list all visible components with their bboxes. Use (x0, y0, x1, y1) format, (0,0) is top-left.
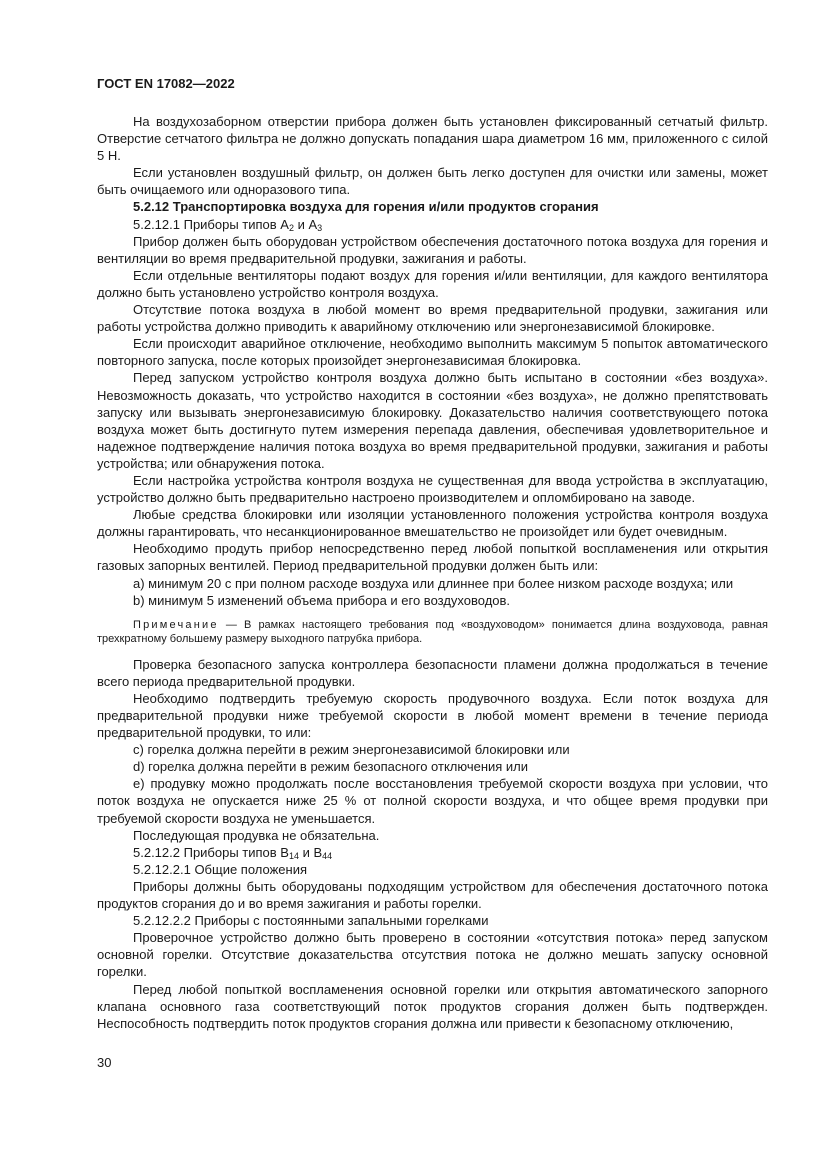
note (97, 618, 768, 647)
paragraph: Перед запуском устройство контроля воздуха должно быть испытано в состоянии «без воздуха». Невозможность доказать, что устройство находится в состоянии «без воздуха», не должно препятствовать запуску или вызывать энергонезависимую блокировку. Доказательство наличия соответствующего потока воздуха может быть достигнуто путем измерения перепада давления, обеспечивая удовлетворительное и надежное подтверждение наличия потока воздуха во время предварительной продувки, зажигания и работы устройства; или обнаружения потока. (97, 370, 768, 471)
section-heading-5-2-12: 5.2.12 Транспортировка воздуха для горения и/или продуктов сгорания (133, 199, 599, 215)
paragraph: На воздухозаборном отверстии прибора должен быть установлен фиксированный сетчатый фильтр. Отверстие сетчатого фильтра не должно допускать попадания шара диаметром 16 мм, приложенного с силой 5 Н. (97, 114, 768, 164)
paragraph: Прибор должен быть оборудован устройством обеспечения достаточного потока воздуха для горения и вентиляции во время предварительной продувки, зажигания и работы. (97, 233, 768, 266)
paragraph: Необходимо подтвердить требуемую скорость продувочного воздуха. Если поток воздуха для предварительной продувки ниже требуемой скорости в любой момент времени в течение периода предварительной продувки, то или: (97, 690, 768, 741)
paragraph: Если установлен воздушный фильтр, он должен быть легко доступен для очистки или замены, может быть очищаемого или одноразового типа. (97, 165, 768, 198)
paragraph: Необходимо продуть прибор непосредственно перед любой попыткой воспламенения или открытия газовых запорных вентилей. Период предварительной продувки должен быть или: (97, 541, 768, 574)
paragraph: Если отдельные вентиляторы подают воздух для горения и/или вентиляции, для каждого вентилятора должно быть установлено устройство контроля воздуха. (97, 267, 768, 300)
list-item-c: c) горелка должна перейти в режим энергонезависимой блокировки или (133, 742, 570, 758)
paragraph: Перед любой попыткой воспламенения основной горелки или открытия автоматического запорного клапана основного газа соответствующий поток продуктов сгорания должен быть подтвержден. Неспособность подтвердить поток продуктов сгорания должна или привести к безопасному отключению, (97, 981, 768, 1031)
list-item-a: a) минимум 20 с при полном расходе воздуха или длиннее при более низком расходе воздуха; или (133, 575, 734, 591)
subsection-5-2-12-2: 5.2.12.2 Приборы типов $B_{14}$ и $B_{44}$ (133, 844, 333, 861)
page-number: 30 (97, 1055, 112, 1070)
list-item-e: e) продувку можно продолжать после восстановления требуемой скорости воздуха при условии, что поток воздуха не опускается ниже 25 % от полной скорости воздуха, и что общее время продувки при требуемой скорости воздуха не уменьшается. (97, 776, 768, 826)
document-body (97, 113, 768, 1032)
list-item-d: d) горелка должна перейти в режим безопасного отключения или (133, 759, 529, 775)
paragraph: Последующая продувка не обязательна. (133, 827, 380, 843)
paragraph: Проверочное устройство должно быть проверено в состоянии «отсутствия потока» перед запуском основной горелки. Отсутствие доказательства отсутствия потока не должно мешать запуску основной горелки. (97, 930, 768, 980)
note-text: — В рамках настоящего требования под «воздуховодом» понимается длина воздуховода, равная трехкратному большему размеру выходного патрубка прибора. (97, 618, 768, 646)
paragraph: Если происходит аварийное отключение, необходимо выполнить максимум 5 попыток автоматического повторного запуска, после которых произойдет энергонезависимая блокировка. (97, 336, 768, 369)
subsection-5-2-12-1: 5.2.12.1 Приборы типов $A_2$ и $A_3$ (133, 216, 323, 233)
subsection-5-2-12-2-1: 5.2.12.2.1 Общие положения (133, 861, 308, 877)
subsection-5-2-12-2-2: 5.2.12.2.2 Приборы с постоянными запальными горелками (133, 913, 489, 929)
note-label: Примечание (133, 618, 219, 631)
standard-designation: ГОСТ EN 17082—2022 (97, 76, 235, 91)
paragraph: Проверка безопасного запуска контроллера безопасности пламени должна продолжаться в течение всего периода предварительной продувки. (97, 656, 768, 689)
paragraph: Если настройка устройства контроля воздуха не существенная для ввода устройства в эксплуатацию, устройство должно быть предварительно настроено производителем и опломбировано на заводе. (97, 472, 768, 506)
paragraph: Отсутствие потока воздуха в любой момент во время предварительной продувки, зажигания или работы устройства должно приводить к аварийному отключению или энергонезависимой блокировке. (97, 302, 768, 335)
list-item-b: b) минимум 5 изменений объема прибора и его воздуховодов. (133, 592, 511, 608)
paragraph: Приборы должны быть оборудованы подходящим устройством для обеспечения достаточного потока продуктов сгорания до и во время зажигания и работы горелки. (97, 878, 768, 912)
paragraph: Любые средства блокировки или изоляции установленного положения устройства контроля воздуха должны гарантировать, что несанкционированное вмешательство не произойдет или будет очевидным. (97, 507, 768, 540)
